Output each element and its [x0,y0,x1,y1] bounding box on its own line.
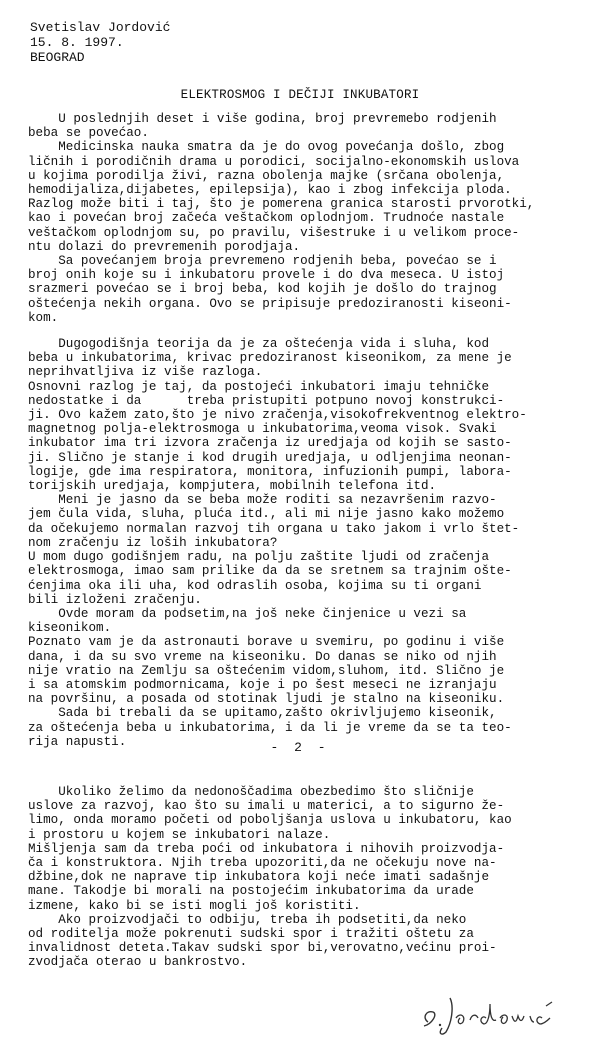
text-line: ntu dolazi do prevremenih porodjaja. [28,239,301,254]
text-line: ji. Slično je stanje i kod drugih uredjaja, u odljenjima neonan- [28,450,512,465]
text-line: magnetnog polja-elektrosmoga u inkubatorima,veoma visok. Svaki [28,422,497,437]
text-line: rija napusti. [28,734,127,749]
text-line: broj onih koje su i inkubatoru provele i do dva meseca. U istoj [28,268,505,283]
text-line: izmene, kako bi se isti mogli još koristiti. [28,898,361,913]
text-line: mane. Takodje bi morali na postojećim inkubatorima da urade [28,884,474,899]
text-line: nedostatke i da treba pristupiti potpuno novoj konstrukci- [28,393,505,408]
text-line: hemodijaliza,dijabetes, epilepsija), kao i zbog infekcija ploda. [28,183,512,198]
text-line: nom zračenju iz loših inkubatora? [28,535,278,550]
text-line: srazmeri povećao se i broj beba, kod kojih je došlo do trajnog [28,282,497,297]
text-line: kom. [28,310,59,325]
text-line: Poznato vam je da astronauti borave u svemiru, po godinu i više [28,635,505,650]
page-one-body [28,112,588,749]
text-line: da očekujemo normalan razvoj tih organa u tako jakom i vrlo štet- [28,521,520,536]
handwritten-signature [420,988,570,1038]
letter-header [30,20,170,65]
text-line: od roditelja može pokrenuti sudski spor i tražiti oštetu za [28,927,474,942]
text-line: Ukoliko želimo da nedonoščadima obezbedimo što sličnije [28,785,474,799]
text-line: invalidnost deteta.Takav sudski spor bi,verovatno,većinu proi- [28,941,497,956]
text-line: kao i povećan broj začeća veštačkom oplodnjom. Trudnoće nastale [28,211,505,226]
text-line: ča i konstruktora. Njih treba upozoriti,da ne očekuju nove na- [28,856,497,871]
text-line: ličnih i porodičnih drama u porodici, socijalno-ekonomskih uslova [28,154,520,169]
page-number: - 2 - [270,740,330,755]
letter-date: 15. 8. 1997. [30,35,124,50]
text-line: džbine,dok ne naprave tip inkubatora koji neće imati sadašnje [28,870,490,885]
text-line: Ovde moram da podsetim,na još neke činjenice u vezi sa [28,606,467,621]
text-line: kiseonikom. [28,621,112,636]
page-two-body [28,785,588,970]
text-line: U poslednjih deset i više godina, broj prevremebo rodjenih [28,112,497,126]
text-line: i sa atomskim podmornicama, koje i po šest meseci ne izranjaju [28,677,497,692]
text-line: za oštećenja beba u inkubatorima, i da li je vreme da se ta teo- [28,720,512,735]
text-line: Ako proizvodjači to odbiju, treba ih podsetiti,da neko [28,912,467,927]
text-line: logije, gde ima respiratora, monitora, infuzionih pumpi, labora- [28,464,512,479]
text-line: dana, i da su svo vreme na kiseoniku. Do danas se niko od njih [28,649,497,664]
text-line: Sa povećanjem broja prevremeno rodjenih beba, povećao se i [28,254,497,269]
text-line: ćenjima oka ili uha, kod odraslih osoba, kojima su ti organi [28,578,482,593]
text-line: nije vratio na Zemlju sa oštećenim vidom,sluhom, itd. Slično je [28,663,505,678]
text-line: i prostoru u kojem se inkubatori nalaze. [28,827,331,842]
text-line: jem čula vida, sluha, pluća itd., ali mi nije jasno kako možemo [28,507,505,522]
text-line: ji. Ovo kažem zato,što je nivo zračenja,visokofrekventnog elektro- [28,408,527,423]
text-line: Dugogodišnja teorija da je za oštećenja vida i sluha, kod [28,337,490,352]
text-line: beba se povećao. [28,126,149,141]
text-line: Razlog može biti i taj, što je pomerena granica starosti prvorotki, [28,197,535,212]
text-line: Sada bi trebali da se upitamo,zašto okrivljujemo kiseonik, [28,706,497,721]
text-line: neprihvatljiva iz više razloga. [28,365,263,380]
text-line: bili izloženi zračenju. [28,592,202,607]
text-line: inkubator ima tri izvora zračenja iz uredjaja od kojih se sasto- [28,436,512,451]
text-line: oštećenja nekih organa. Ovo se pripisuje predoziranosti kiseoni- [28,296,512,311]
text-line: Mišljenja sam da treba poći od inkubatora i nihovih proizvodja- [28,841,505,856]
paragraph-gap [28,325,588,337]
text-line: zvodjača oterao u bankrostvo. [28,955,248,970]
text-line: Medicinska nauka smatra da je do ovog povećanja došlo, zbog [28,140,505,155]
text-line: elektrosmoga, imao sam prilike da da se sretnem sa trajnim ošte- [28,564,512,579]
text-line: Osnovni razlog je taj, da postojeći inkubatori imaju tehničke [28,379,490,394]
author-name: Svetislav Jordović [30,20,171,35]
text-line: Meni je jasno da se beba može roditi sa nezavršenim razvo- [28,493,497,508]
text-line: uslove za razvoj, kao što su imali u materici, a to sigurno že- [28,799,505,814]
text-line: limo, onda moramo početi od poboljšanja uslova u inkubatoru, kao [28,813,512,828]
text-line: na površinu, a posada od stotinak ljudi je stalno na kiseoniku. [28,692,505,707]
document-title: ELEKTROSMOG I DEČIJI INKUBATORI [180,88,420,102]
text-line: beba u inkubatorima, krivac predoziranost kiseonikom, za mene je [28,351,512,366]
letter-city: BEOGRAD [30,50,85,65]
text-line: u kojima porodilja živi, razna obolenja majke (srčana obolenja, [28,168,505,183]
text-line: torijskih uredjaja, kompjutera, mobilnih telefona itd. [28,479,437,494]
text-line: U mom dugo godišnjem radu, na polju zaštite ljudi od zračenja [28,550,490,565]
text-line: veštačkom oplodnjom su, po pravilu, višestruke i u velikom proce- [28,225,520,240]
